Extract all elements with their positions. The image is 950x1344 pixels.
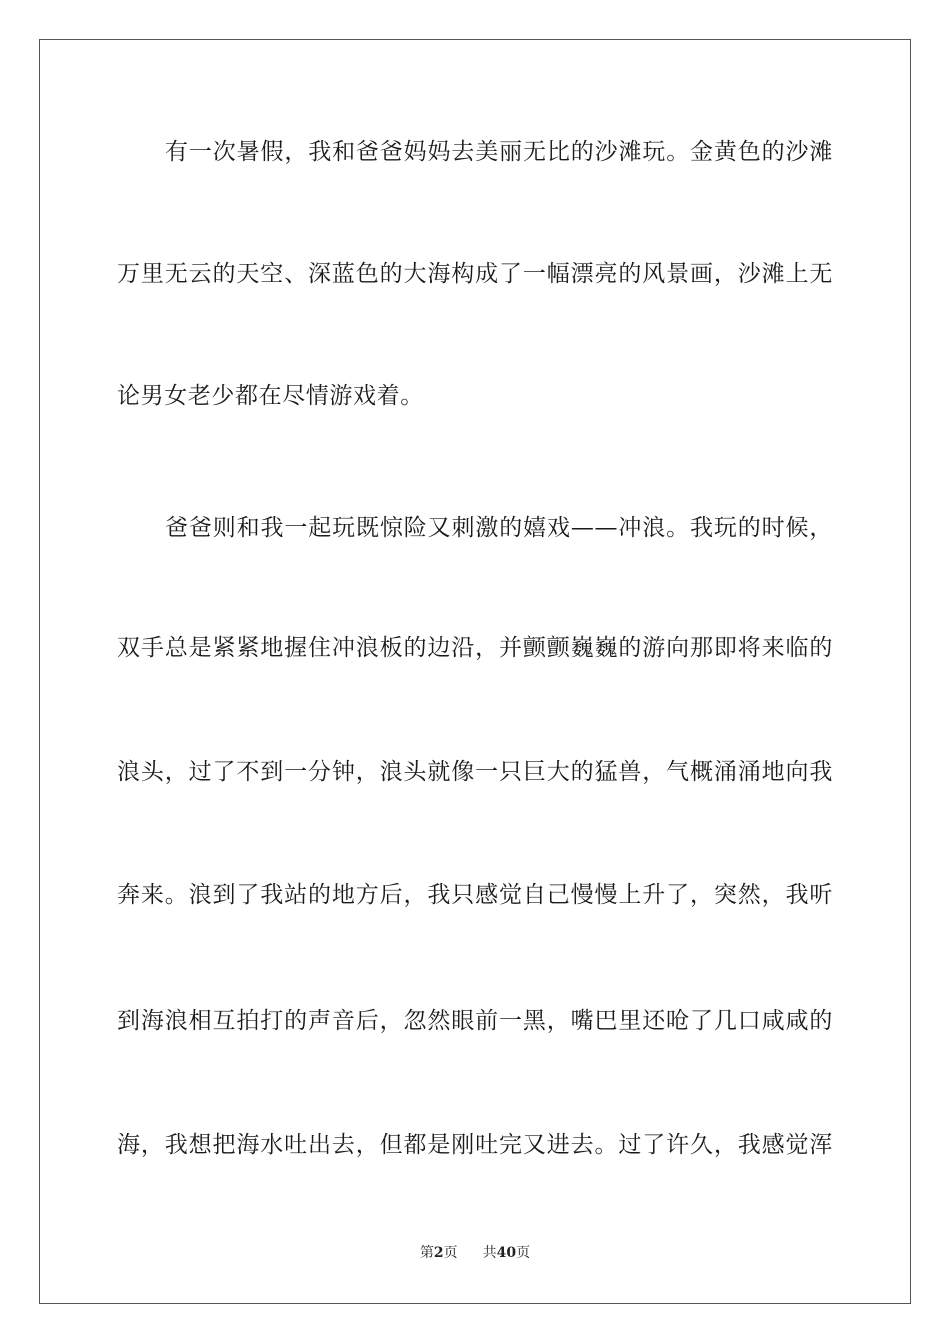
page-footer	[0, 1243, 950, 1263]
total-prefix: 共	[482, 1245, 497, 1261]
page-suffix: 页	[443, 1245, 458, 1261]
text-line-7: 奔来。浪到了我站的地方后，我只感觉自己慢慢上升了，突然，我听	[117, 882, 833, 908]
text-line-9: 海，我想把海水吐出去，但都是刚吐完又进去。过了许久，我感觉浑	[117, 1132, 833, 1158]
text-line-5: 双手总是紧紧地握住冲浪板的边沿，并颤颤巍巍的游向那即将来临的	[117, 635, 833, 661]
text-line-3: 论男女老少都在尽情游戏着。	[117, 383, 424, 409]
text-line-4: 爸爸则和我一起玩既惊险又刺激的嬉戏——冲浪。我玩的时候，	[165, 515, 833, 541]
page-number: 2	[433, 1245, 444, 1261]
text-line-8: 到海浪相互拍打的声音后，忽然眼前一黑，嘴巴里还呛了几口咸咸的	[117, 1008, 833, 1034]
total-pages: 40	[496, 1245, 517, 1261]
text-line-6: 浪头，过了不到一分钟，浪头就像一只巨大的猛兽，气概涌涌地向我	[117, 759, 833, 785]
page-frame	[39, 39, 911, 1304]
total-suffix: 页	[516, 1245, 531, 1261]
text-line-1: 有一次暑假，我和爸爸妈妈去美丽无比的沙滩玩。金黄色的沙滩	[165, 139, 833, 165]
page-prefix: 第	[419, 1245, 434, 1261]
text-line-2: 万里无云的天空、深蓝色的大海构成了一幅漂亮的风景画，沙滩上无	[117, 261, 833, 287]
